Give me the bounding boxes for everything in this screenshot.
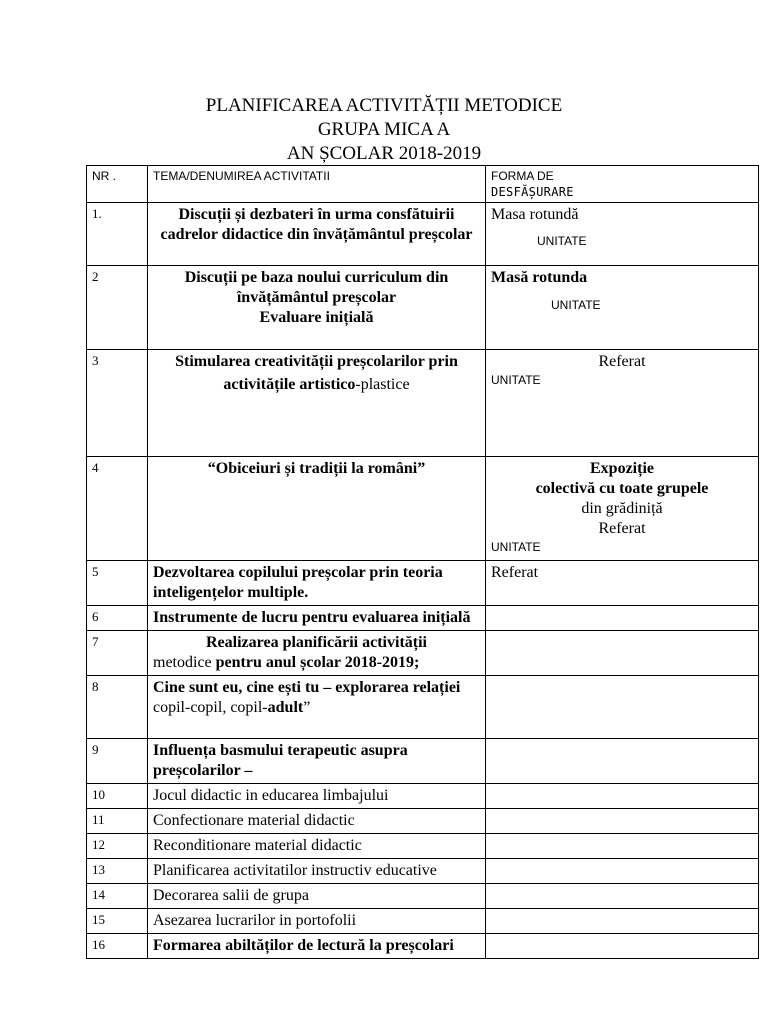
table-row	[87, 350, 759, 457]
table-row	[87, 266, 759, 350]
table-row	[87, 203, 759, 266]
row-tema: Asezarea lucrarilor in portofolii	[148, 909, 486, 934]
row-number: 1.	[87, 203, 148, 266]
table-row	[87, 784, 759, 809]
row-tema: Instrumente de lucru pentru evaluarea inițială	[148, 606, 486, 631]
forma-line: Referat	[598, 520, 646, 537]
tema-line: metodice pentru anul școlar 2018-2019;	[153, 654, 420, 671]
tema-line: cadrelor didactice din învățământul preșcolar	[160, 226, 473, 243]
tema-line: preșcolarilor –	[153, 762, 253, 779]
school-year-title: AN ȘCOLAR 2018-2019	[286, 143, 482, 164]
tema-line: copil-copil, copil-adult”	[153, 699, 311, 716]
tema-line: învățământul preșcolar	[236, 289, 397, 306]
tema-line: Stimularea creativității preșcolarilor prin	[175, 353, 458, 370]
table-row	[87, 676, 759, 739]
row-forma	[486, 739, 759, 784]
header-forma	[486, 166, 759, 203]
row-number: 16	[87, 934, 148, 959]
tema-line: Discuții și dezbateri în urma consfătuirii	[178, 206, 455, 223]
row-tema	[148, 350, 486, 457]
row-tema	[148, 457, 486, 561]
row-forma	[486, 631, 759, 676]
tema-line: Influența basmului terapeutic asupra	[153, 742, 408, 759]
row-number: 10	[87, 784, 148, 809]
row-forma	[486, 350, 759, 457]
forma-unitate: UNITATE	[551, 298, 601, 312]
row-forma	[486, 909, 759, 934]
row-number: 3	[87, 350, 148, 457]
group-title: GRUPA MICA A	[317, 119, 451, 140]
tema-line: Discuții pe baza noului curriculum din	[184, 269, 449, 286]
row-number: 15	[87, 909, 148, 934]
row-number: 6	[87, 606, 148, 631]
tema-line: inteligențelor multiple.	[153, 584, 309, 601]
table-row	[87, 561, 759, 606]
header-nr: NR .	[87, 166, 148, 203]
row-forma	[486, 203, 759, 266]
row-tema: Confectionare material didactic	[148, 809, 486, 834]
row-forma	[486, 561, 759, 606]
forma-line: Referat	[598, 353, 646, 370]
row-tema	[148, 561, 486, 606]
row-tema: Decorarea salii de grupa	[148, 884, 486, 909]
row-forma	[486, 859, 759, 884]
forma-unitate: UNITATE	[537, 234, 587, 248]
table-row	[87, 859, 759, 884]
row-forma	[486, 457, 759, 561]
forma-line: Masă rotunda	[491, 269, 588, 286]
table-row	[87, 631, 759, 676]
table-row	[87, 934, 759, 959]
row-tema	[148, 631, 486, 676]
tema-line: Dezvoltarea copilului preșcolar prin teoria	[153, 564, 443, 581]
row-tema	[148, 676, 486, 739]
tema-line: Realizarea planificării activității	[206, 634, 427, 651]
row-number: 5	[87, 561, 148, 606]
header-forma-line1: FORMA DE	[491, 169, 554, 183]
forma-line: colectivă cu toate grupele	[535, 480, 709, 497]
document-title: PLANIFICAREA ACTIVITĂȚII METODICE	[205, 95, 563, 116]
table-header-row	[87, 166, 759, 203]
row-forma	[486, 834, 759, 859]
row-number: 2	[87, 266, 148, 350]
row-tema: Reconditionare material didactic	[148, 834, 486, 859]
header-tema: TEMA/DENUMIREA ACTIVITATII	[148, 166, 486, 203]
row-forma	[486, 606, 759, 631]
row-tema	[148, 203, 486, 266]
row-number: 7	[87, 631, 148, 676]
table-row	[87, 834, 759, 859]
row-tema	[148, 739, 486, 784]
row-number: 8	[87, 676, 148, 739]
row-number: 9	[87, 739, 148, 784]
row-forma	[486, 884, 759, 909]
row-number: 14	[87, 884, 148, 909]
tema-line: Evaluare inițială	[259, 309, 374, 326]
forma-line: Masa rotundă	[491, 206, 579, 223]
activities-table	[86, 165, 759, 959]
row-forma	[486, 784, 759, 809]
table-row	[87, 884, 759, 909]
header-forma-line2: DESFĂȘURARE	[491, 185, 574, 199]
row-number: 12	[87, 834, 148, 859]
row-tema	[148, 266, 486, 350]
table-row	[87, 809, 759, 834]
forma-line: Referat	[491, 564, 539, 581]
tema-line: “Obiceiuri și tradiții la români”	[207, 460, 426, 477]
table-row	[87, 606, 759, 631]
forma-line: Expoziție	[590, 460, 654, 477]
tema-line: activitățile artistico-plastice	[223, 376, 410, 393]
row-forma	[486, 809, 759, 834]
row-tema: Formarea abiltăților de lectură la preșcolari	[148, 934, 486, 959]
tema-line: Cine sunt eu, cine ești tu – explorarea relației	[153, 679, 461, 696]
table-row	[87, 739, 759, 784]
forma-unitate: UNITATE	[491, 540, 541, 554]
row-number: 4	[87, 457, 148, 561]
row-number: 11	[87, 809, 148, 834]
row-tema: Jocul didactic in educarea limbajului	[148, 784, 486, 809]
forma-line: din grădiniță	[581, 500, 663, 517]
row-number: 13	[87, 859, 148, 884]
row-forma	[486, 934, 759, 959]
table-row	[87, 909, 759, 934]
row-forma	[486, 266, 759, 350]
row-tema: Planificarea activitatilor instructiv educative	[148, 859, 486, 884]
table-row	[87, 457, 759, 561]
row-forma	[486, 676, 759, 739]
forma-unitate: UNITATE	[491, 373, 541, 387]
